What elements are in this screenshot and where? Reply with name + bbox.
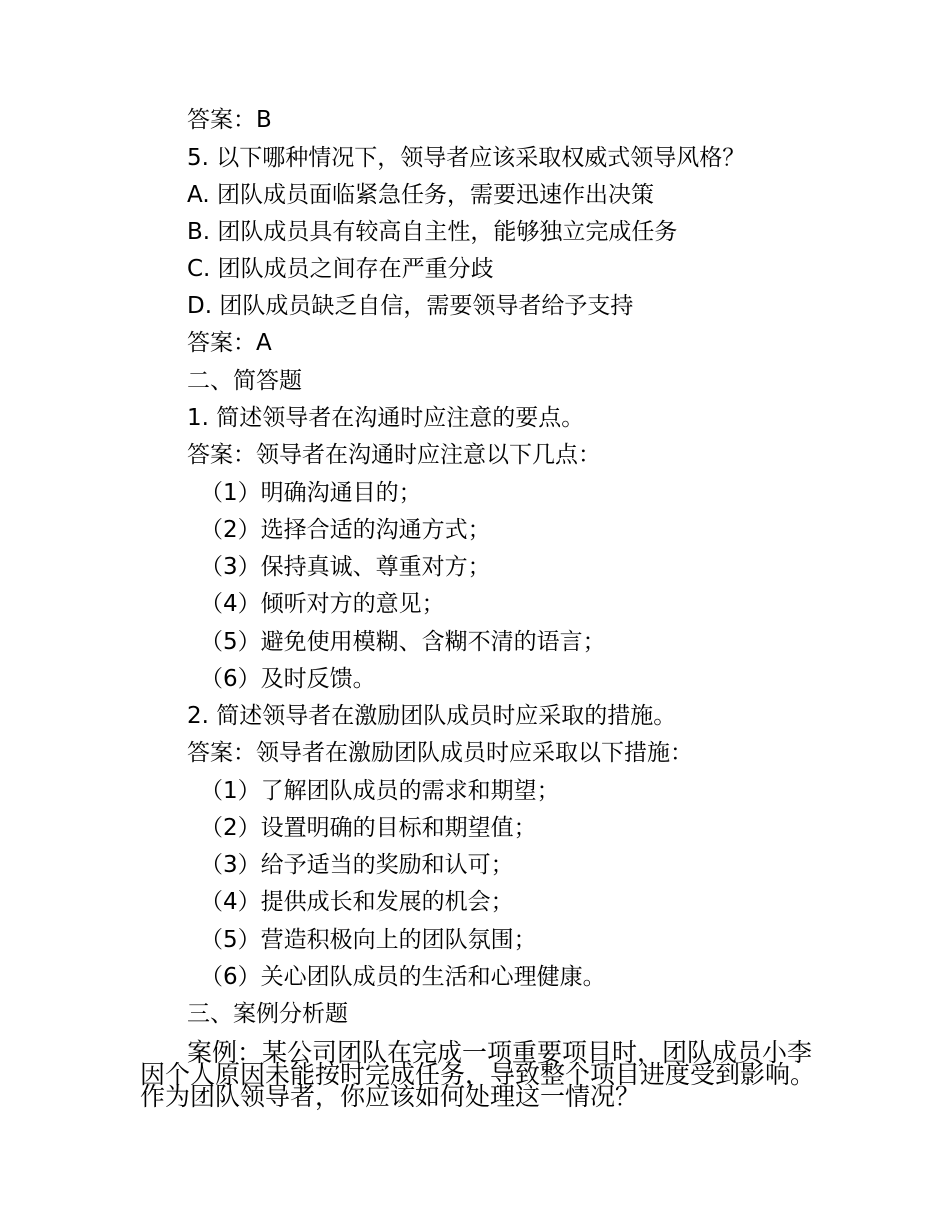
sa-q1-point: （5）避免使用模糊、含糊不清的语言；	[200, 629, 606, 655]
case-line: 案例：某公司团队在完成一项重要项目时，团队成员小李	[187, 1038, 813, 1067]
sa-q1-point: （2）选择合适的沟通方式；	[200, 517, 491, 543]
sa-q2-point: （1）了解团队成员的需求和期望；	[200, 778, 560, 804]
sa-q1-point: （3）保持真诚、尊重对方；	[200, 554, 491, 580]
sa-q2-point: （5）营造积极向上的团队氛围；	[200, 927, 537, 953]
q5-question: 5. 以下哪种情况下，领导者应该采取权威式领导风格？	[187, 145, 746, 171]
sa-q2-question: 2. 简述领导者在激励团队成员时应采取的措施。	[187, 703, 677, 729]
sa-q2-point: （4）提供成长和发展的机会；	[200, 889, 514, 915]
q5-option-c: C. 团队成员之间存在严重分歧	[187, 256, 494, 282]
q5-option-d: D. 团队成员缺乏自信，需要领导者给予支持	[187, 293, 634, 319]
sa-q2-point: （3）给予适当的奖励和认可；	[200, 852, 514, 878]
q5-answer: 答案：A	[187, 330, 272, 356]
sa-q1-question: 1. 简述领导者在沟通时应注意的要点。	[187, 405, 585, 431]
sa-q1-point: （1）明确沟通目的；	[200, 480, 422, 506]
sa-q1-point: （4）倾听对方的意见；	[200, 591, 445, 617]
sa-q2-point: （2）设置明确的目标和期望值；	[200, 815, 537, 841]
q4-answer: 答案：B	[187, 107, 272, 133]
case-line: 因个人原因未能按时完成任务，导致整个项目进度受到影响。	[140, 1060, 816, 1089]
sa-q1-point: （6）及时反馈。	[200, 666, 376, 692]
sa-q1-answer-intro: 答案：领导者在沟通时应注意以下几点：	[187, 442, 601, 468]
short-answer-heading: 二、简答题	[187, 368, 302, 394]
q5-option-b: B. 团队成员具有较高自主性，能够独立完成任务	[187, 219, 678, 245]
q5-option-a: A. 团队成员面临紧急任务，需要迅速作出决策	[187, 182, 654, 208]
sa-q2-point: （6）关心团队成员的生活和心理健康。	[200, 964, 606, 990]
sa-q2-answer-intro: 答案：领导者在激励团队成员时应采取以下措施：	[187, 740, 693, 766]
case-line: 作为团队领导者，你应该如何处理这一情况？	[140, 1082, 641, 1111]
case-analysis-heading: 三、案例分析题	[187, 1001, 348, 1027]
